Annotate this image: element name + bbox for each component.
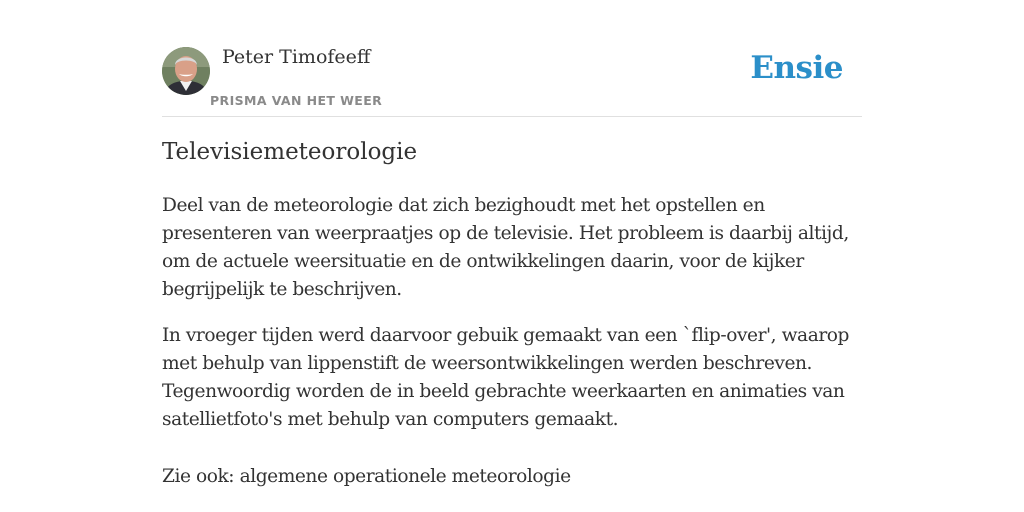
- entry-paragraph: Deel van de meteorologie dat zich bezighoudt met het opstellen en presenteren van weerpraatjes op de televisie. Het probleem is daarbij altijd, om de actuele weersituatie en de ontwikkelingen daarin, voor de kijker begrijpelijk te beschrijven.: [162, 195, 849, 300]
- author-avatar[interactable]: [162, 47, 210, 95]
- see-also-prefix: Zie ook:: [162, 466, 240, 487]
- publication-name[interactable]: PRISMA VAN HET WEER: [210, 93, 383, 108]
- entry-header: [162, 0, 862, 117]
- entry-paragraph: In vroeger tijden werd daarvoor gebuik gemaakt van een `flip-over', waarop met behulp van lippenstift de weersontwikkelingen werden beschreven. Tegenwoordig worden de in beeld gebrachte weerkaarten en animaties van satellietfoto's met behulp van computers gemaakt.: [162, 325, 849, 430]
- person-portrait-icon: [162, 47, 210, 95]
- author-name[interactable]: Peter Timofeeff: [222, 46, 371, 68]
- see-also-link[interactable]: algemene operationele meteorologie: [239, 466, 571, 487]
- entry-title: Televisiemeteorologie: [162, 139, 418, 165]
- entry-body: [162, 192, 862, 452]
- ensie-logo[interactable]: Ensie: [750, 50, 843, 86]
- entry-card: [162, 0, 862, 512]
- see-also: [162, 463, 571, 491]
